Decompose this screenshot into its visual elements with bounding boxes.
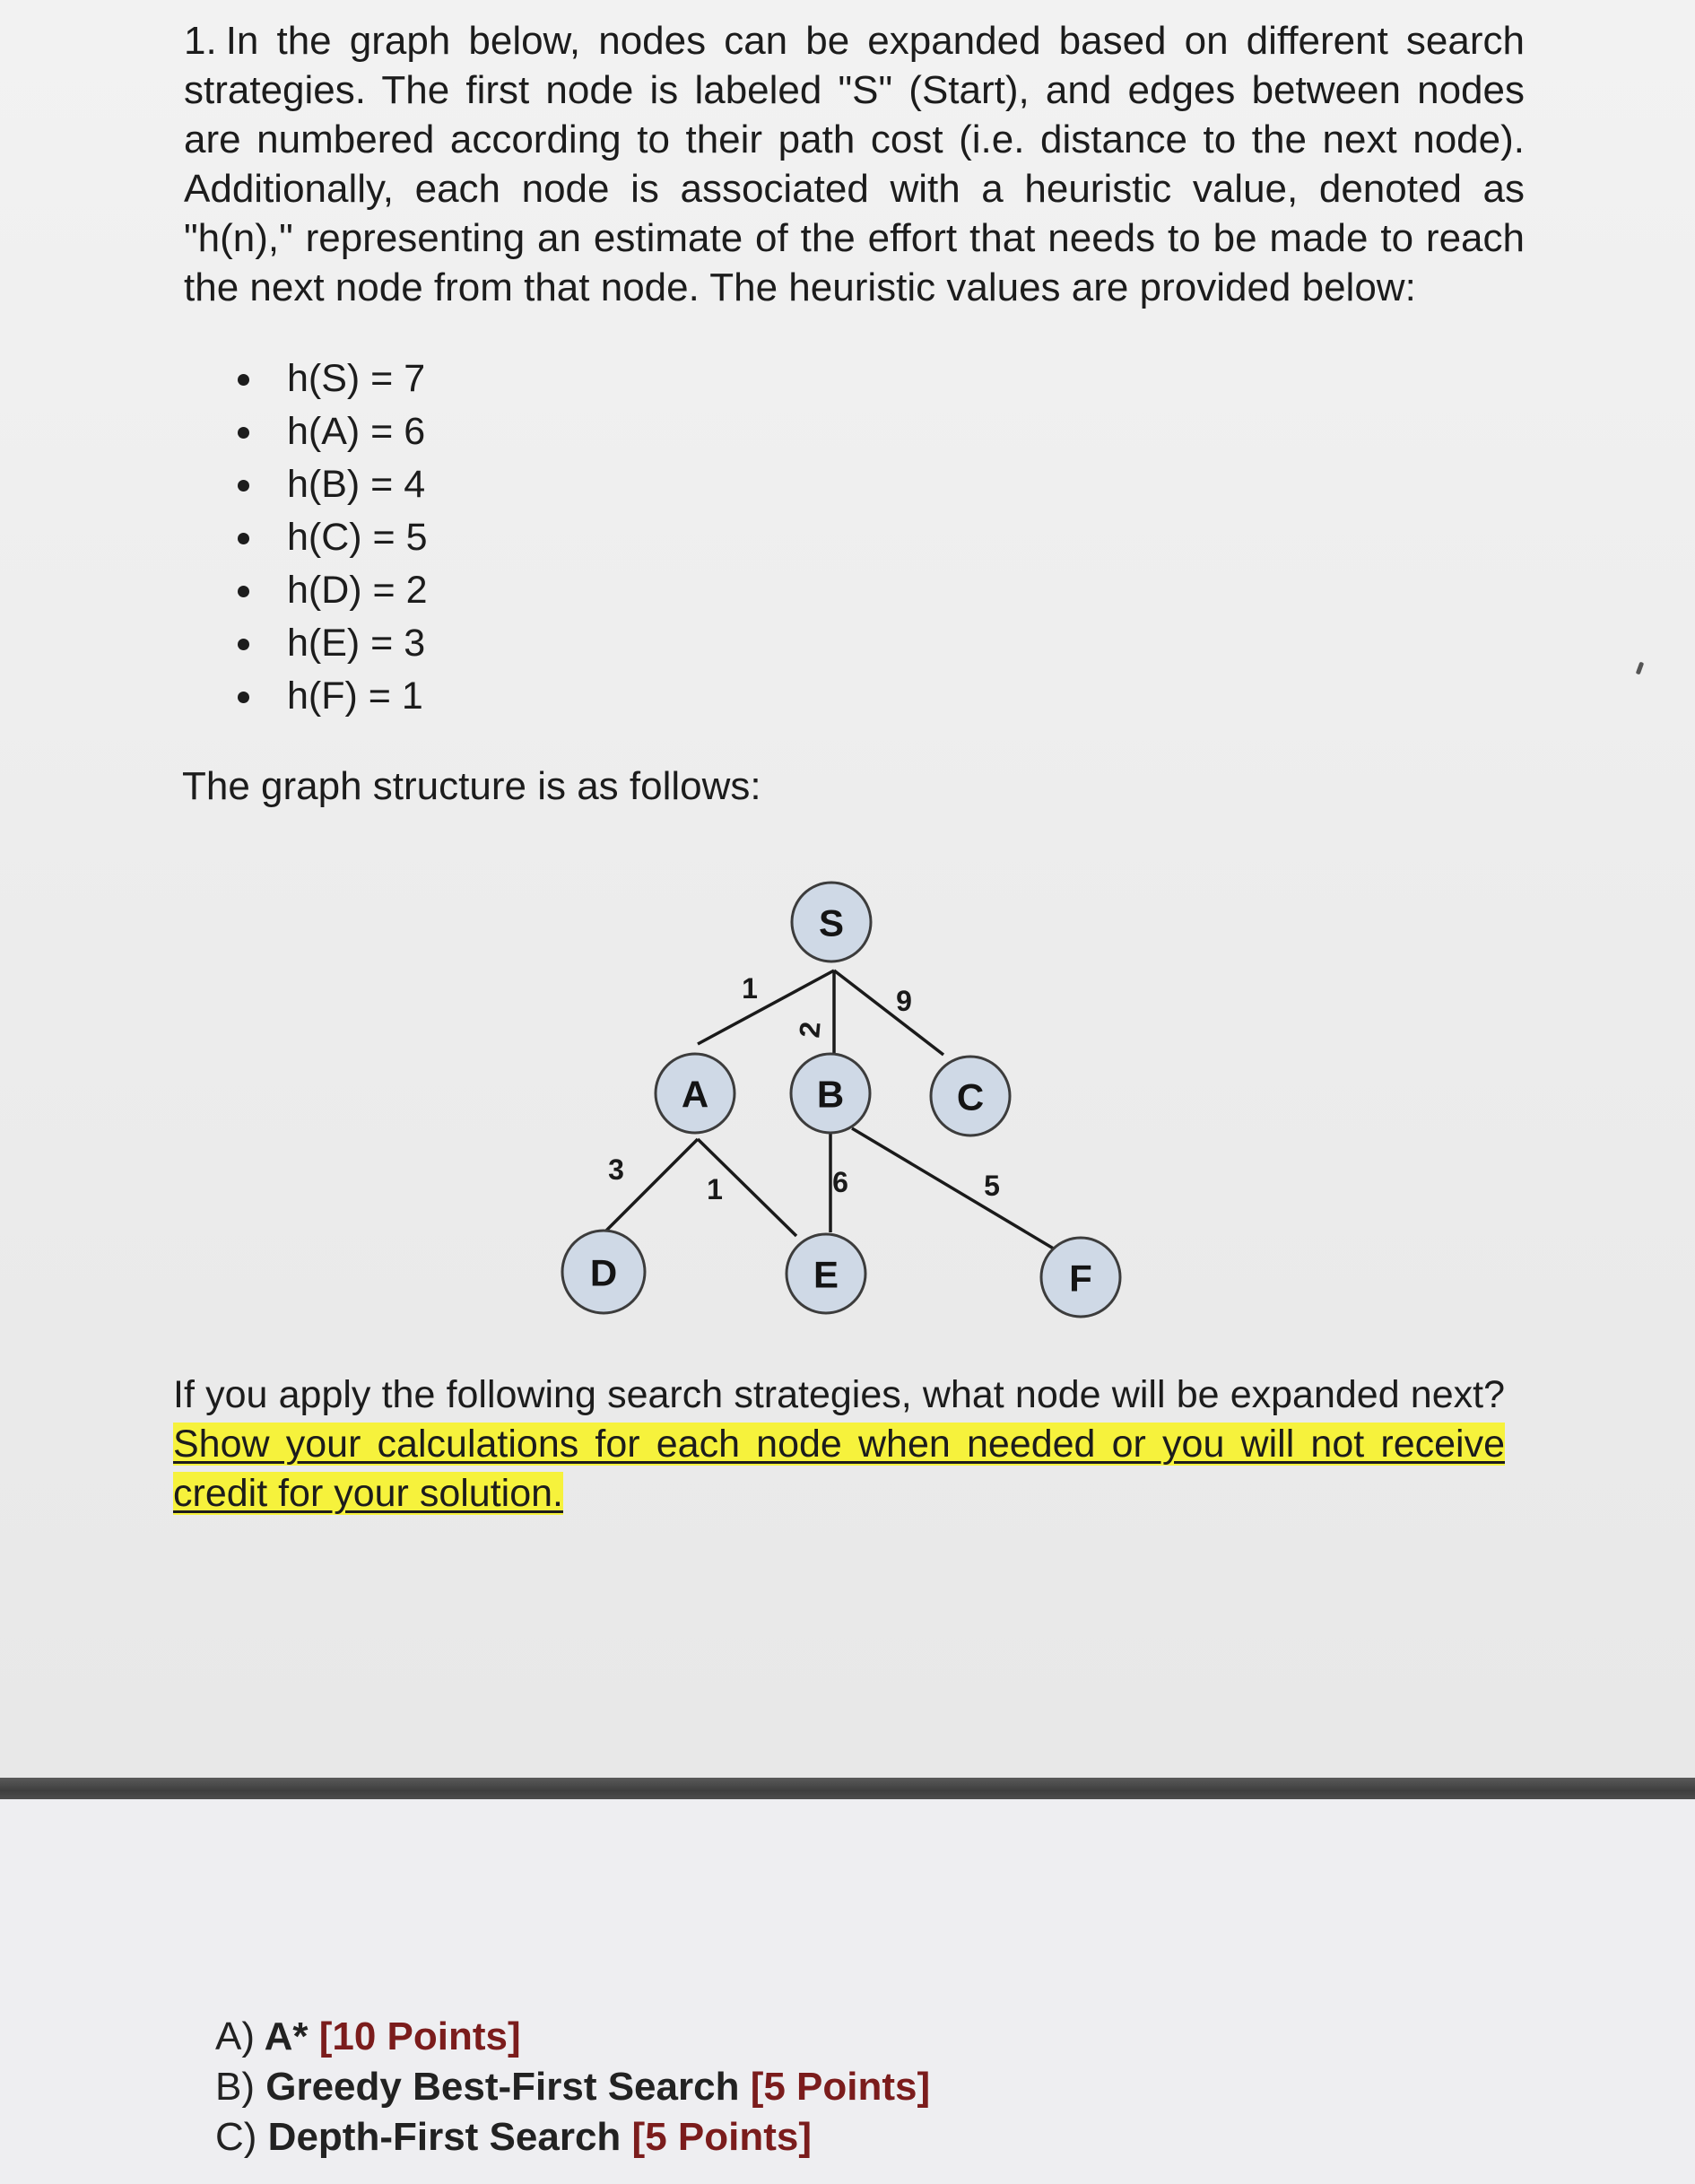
heuristic-item: h(B) = 4: [229, 458, 428, 511]
page-divider: [0, 1778, 1695, 1799]
graph-node-c: [931, 1057, 1010, 1136]
graph-node-f: [1041, 1238, 1120, 1317]
problem-number: 1.: [184, 19, 217, 63]
edge-cost-label: 5: [984, 1170, 1000, 1202]
graph-node-b: [791, 1054, 870, 1133]
svg-text:F: F: [1069, 1257, 1092, 1300]
heuristic-item: h(S) = 7: [229, 352, 428, 405]
question-parts: [215, 2012, 930, 2162]
graph-node-d: [562, 1231, 645, 1313]
svg-text:C: C: [956, 1075, 985, 1118]
edge-cost-label: 3: [608, 1153, 624, 1186]
edge-b-f: [852, 1128, 1056, 1250]
heuristic-item: h(C) = 5: [229, 511, 428, 564]
edge-cost-label: 9: [896, 985, 912, 1017]
problem-intro-text: In the graph below, nodes can be expanded based on different search strategies. The first node is labeled "S" (Start), and edges between nodes are numbered according to their path cost (i.e. distance to the next node). Additionally, each node is associated with a heuristic value, denoted as "h(n)," representing an estimate of the effort that needs to be made to reach the next node from that node. The heuristic values are provided below:: [184, 19, 1525, 309]
graph-intro: The graph structure is as follows:: [182, 764, 761, 808]
svg-text:A: A: [681, 1073, 709, 1116]
part-item: B) Greedy Best-First Search [5 Points]: [215, 2065, 931, 2109]
edge-cost-label: 2: [793, 1020, 827, 1040]
part-item: C) Depth-First Search [5 Points]: [215, 2115, 812, 2159]
graph-node-e: [787, 1234, 865, 1313]
svg-text:E: E: [813, 1253, 839, 1296]
question-plain: If you apply the following search strategies, what node will be expanded next?: [173, 1373, 1505, 1416]
heuristic-item: h(D) = 2: [229, 564, 428, 617]
edge-s-c: [834, 970, 943, 1055]
svg-text:S: S: [818, 901, 845, 944]
edge-cost-label: 6: [832, 1166, 848, 1198]
heuristic-item: h(F) = 1: [229, 670, 428, 723]
question-text: [173, 1370, 1505, 1518]
part-item: A) A* [10 Points]: [215, 2014, 521, 2058]
graph-node-s: [792, 883, 871, 961]
question-highlight: Show your calculations for each node when needed or you will not receive credit for your solution.: [173, 1423, 1505, 1515]
edge-cost-label: 1: [707, 1173, 723, 1205]
heuristic-item: h(E) = 3: [229, 617, 428, 670]
heuristic-item: h(A) = 6: [229, 405, 428, 458]
edge-cost-label: 1: [742, 972, 758, 1005]
svg-text:D: D: [589, 1251, 618, 1294]
graph-node-a: [656, 1054, 734, 1133]
svg-text:B: B: [816, 1073, 845, 1116]
